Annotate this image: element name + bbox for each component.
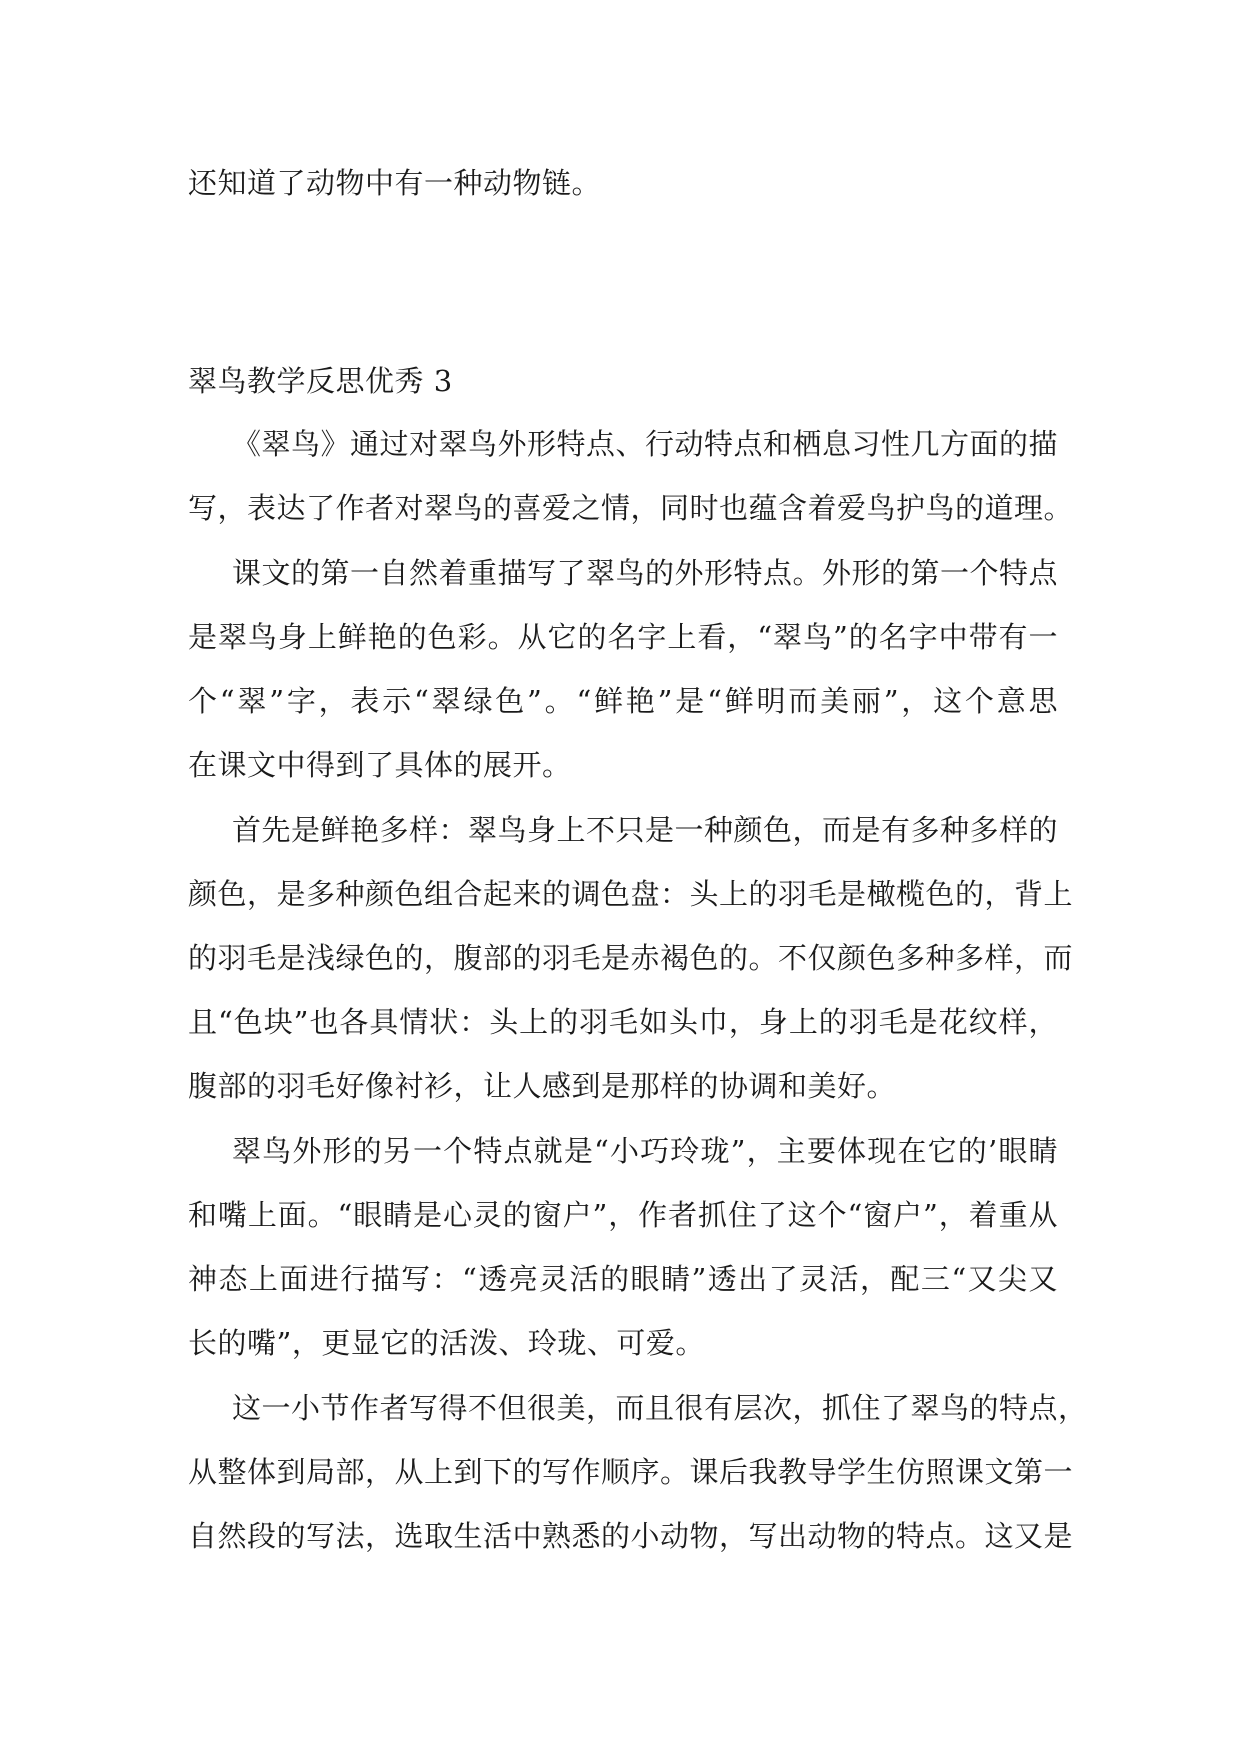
paragraph-line: 在课文中得到了具体的展开。 [188,748,572,782]
paragraph-line: 这一小节作者写得不但很美，而且很有层次，抓住了翠鸟的特点， [232,1391,1088,1425]
paragraph-line: 长的嘴”，更显它的活泼、玲珑、可爱。 [188,1326,705,1360]
paragraph-line: 的羽毛是浅绿色的，腹部的羽毛是赤褐色的。不仅颜色多种多样，而 [188,941,1074,975]
section-heading: 翠鸟教学反思优秀 3 [188,364,453,398]
paragraph-line: 是翠鸟身上鲜艳的色彩。从它的名字上看，“翠鸟”的名字中带有一 [188,620,1058,654]
paragraph-line: 从整体到局部，从上到下的写作顺序。课后我教导学生仿照课文第一 [188,1455,1074,1489]
paragraph-line: 个“翠”字，表示“翠绿色”。“鲜艳”是“鲜明而美丽”，这个意思 [188,684,1058,718]
paragraph-line: 神态上面进行描写：“透亮灵活的眼睛”透出了灵活，配三“又尖又 [188,1262,1058,1296]
paragraph-line: 首先是鲜艳多样：翠鸟身上不只是一种颜色，而是有多种多样的 [232,813,1059,847]
paragraph-line: 且“色块”也各具情状：头上的羽毛如头巾，身上的羽毛是花纹样， [188,1005,1058,1039]
paragraph-line: 和嘴上面。“眼睛是心灵的窗户”，作者抓住了这个“窗户”，着重从 [188,1198,1058,1232]
paragraph-line: 自然段的写法，选取生活中熟悉的小动物，写出动物的特点。这又是 [188,1519,1074,1553]
paragraph-line: 还知道了动物中有一种动物链。 [188,166,602,200]
paragraph-line: 《翠鸟》通过对翠鸟外形特点、行动特点和栖息习性几方面的描 [232,427,1059,461]
paragraph-line: 课文的第一自然着重描写了翠鸟的外形特点。外形的第一个特点 [232,556,1059,590]
paragraph-line: 写，表达了作者对翠鸟的喜爱之情，同时也蕴含着爱鸟护鸟的道理。 [188,491,1074,525]
paragraph-line: 腹部的羽毛好像衬衫，让人感到是那样的协调和美好。 [188,1069,897,1103]
paragraph-line: 翠鸟外形的另一个特点就是“小巧玲珑”，主要体现在它的’眼睛 [232,1134,1058,1168]
paragraph-line: 颜色，是多种颜色组合起来的调色盘：头上的羽毛是橄榄色的，背上 [188,877,1074,911]
